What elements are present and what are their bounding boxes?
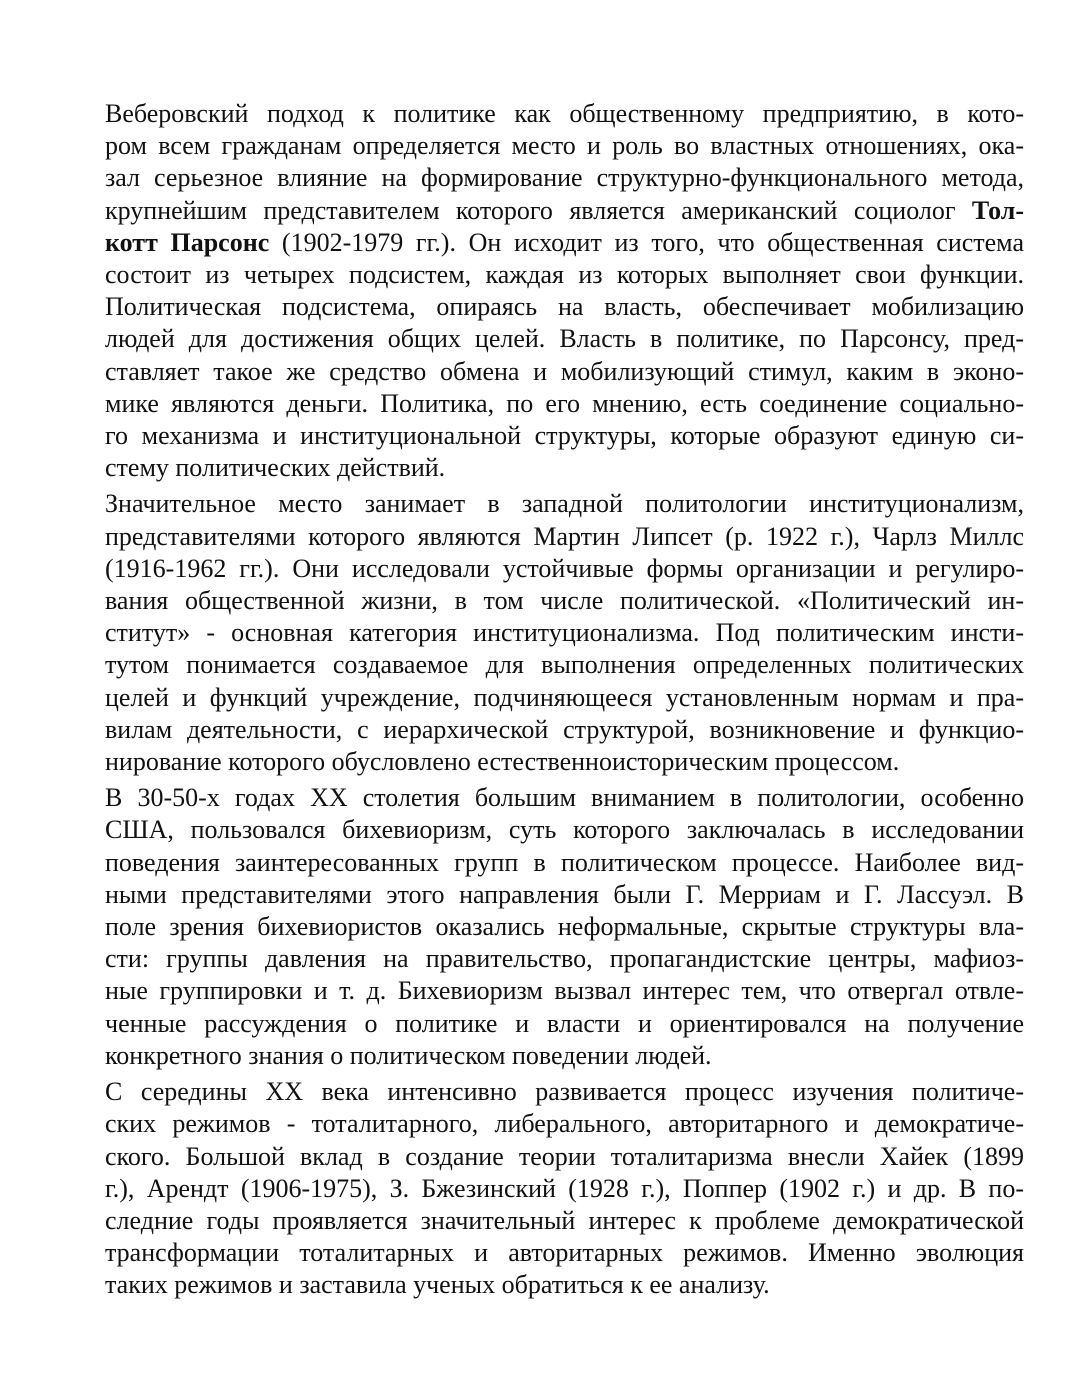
text-line: г.), Арендт (1906-1975), З. Бжезинский (1928 г.), Поппер (1902 г.) и др. В по- (105, 1173, 1024, 1203)
text-line: поведения заинтересованных групп в политическом процессе. Наиболее вид- (105, 847, 1024, 877)
paragraph-regimes (81, 1076, 1024, 1301)
text-line: (1916-1962 гг.). Они исследовали устойчивые формы организации и регулиро- (105, 553, 1024, 583)
text-line: конкретного знания о политическом поведении людей. (105, 1040, 712, 1070)
text-line: тутом понимается создаваемое для выполнения определенных политических (105, 650, 1024, 680)
text-line: ными представителями этого направления были Г. Мерриам и Г. Лассуэл. В (105, 879, 1024, 909)
text-line: США, пользовался бихевиоризм, суть которого заключалась в исследовании (105, 815, 1024, 845)
bold-name-part: Тол- (971, 195, 1024, 225)
text-line: целей и функций учреждение, подчиняющееся установленным нормам и пра- (105, 682, 1024, 712)
text-line: вилам деятельности, с иерархической структурой, возникновение и функцио- (105, 714, 1024, 744)
text-line: ченные рассуждения о политике и власти и ориентировался на получение (105, 1008, 1024, 1038)
text-line: следние годы проявляется значительный интерес к проблеме демократической (105, 1205, 1024, 1235)
text-line: трансформации тоталитарных и авторитарных режимов. Именно эволюция (105, 1238, 1024, 1268)
paragraph-parsons (81, 98, 1024, 484)
text-line: Значительное место занимает в западной политологии институционализм, (105, 489, 1024, 519)
document-page (81, 98, 1024, 1302)
text-segment: крупнейшим представителем которого является американский социолог (105, 195, 972, 225)
paragraph-institutionalism (81, 488, 1024, 778)
text-line: стему политических действий. (105, 453, 446, 483)
text-line: нирование которого обусловлено естественноисторическим процессом. (105, 747, 900, 777)
text-line: сти: группы давления на правительство, пропагандистские центры, мафиоз- (105, 944, 1024, 974)
text-line: людей для достижения общих целей. Власть в политике, по Парсонсу, пред- (105, 324, 1024, 354)
text-line: представителями которого являются Мартин Липсет (р. 1922 г.), Чарлз Миллс (105, 521, 1024, 551)
text-line: мике являются деньги. Политика, по его мнению, есть соединение социально- (105, 388, 1024, 418)
text-line: ститут» - основная категория институционализма. Под политическим инсти- (105, 618, 1024, 648)
text-line: Веберовский подход к политике как общественному предприятию, в кото- (105, 99, 1024, 128)
text-line: поле зрения бихевиористов оказались неформальные, скрытые структуры вла- (105, 912, 1024, 942)
text-line (81, 195, 1024, 227)
text-line: состоит из четырех подсистем, каждая из которых выполняет свои функции. (105, 260, 1024, 290)
text-segment: (1902-1979 гг.). Он исходит из того, что общественная система (269, 227, 1024, 257)
text-line: таких режимов и заставила ученых обратиться к ее анализу. (105, 1270, 770, 1300)
text-line: ром всем гражданам определяется место и роль во властных отношениях, ока- (105, 131, 1024, 161)
text-line: вания общественной жизни, в том числе политической. «Политический ин- (105, 586, 1024, 616)
text-line: Политическая подсистема, опираясь на власть, обеспечивает мобилизацию (105, 292, 1024, 322)
text-line: В 30-50-х годах XX столетия большим вниманием в политологии, особенно (105, 783, 1024, 813)
text-line: ные группировки и т. д. Бихевиоризм вызвал интерес тем, что отвергал отвле- (105, 976, 1024, 1006)
text-line: зал серьезное влияние на формирование структурно-функционального метода, (105, 163, 1024, 193)
paragraph-behaviorism (81, 782, 1024, 1072)
text-line: го механизма и институциональной структуры, которые образуют единую си- (105, 421, 1024, 451)
bold-name: котт Парсонс (105, 227, 270, 257)
text-line: С середины XX века интенсивно развивается процесс изучения политиче- (105, 1077, 1024, 1107)
text-line (81, 227, 1024, 259)
text-line: ских режимов - тоталитарного, либерального, авторитарного и демократиче- (105, 1109, 1024, 1139)
text-line: ставляет такое же средство обмена и мобилизующий стимул, каким в эконо- (105, 356, 1024, 386)
text-line: ского. Большой вклад в создание теории тоталитаризма внесли Хайек (1899 (105, 1141, 1024, 1171)
